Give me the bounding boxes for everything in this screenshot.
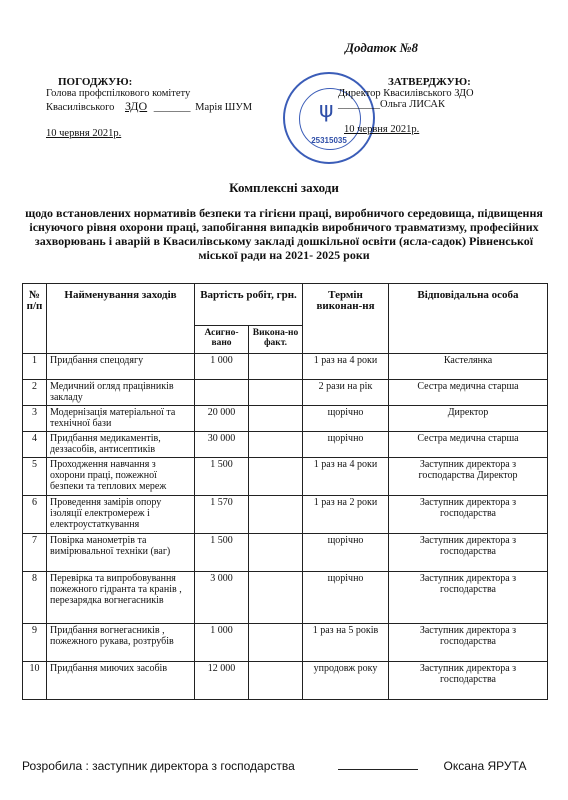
row-term: щорічно xyxy=(303,534,389,572)
footer-signature-line xyxy=(338,758,418,770)
table-row xyxy=(23,572,548,624)
approval-left-heading: ПОГОДЖУЮ: xyxy=(58,76,133,88)
approval-left-org-line xyxy=(46,99,252,114)
approval-left-name: Марія ШУМ xyxy=(195,102,253,113)
approval-right-position: Директор Квасилівського ЗДО xyxy=(338,88,474,99)
footer-author: Розробила : заступник директора з господарства xyxy=(22,759,295,773)
row-term: упродовж року xyxy=(303,662,389,700)
row-number: 10 xyxy=(23,662,47,700)
row-number: 1 xyxy=(23,354,47,380)
row-number: 3 xyxy=(23,406,47,432)
row-term: 1 раз на 4 роки xyxy=(303,458,389,496)
row-done xyxy=(249,432,303,458)
row-done xyxy=(249,354,303,380)
row-name: Модернізація матеріальної та технічної бази xyxy=(47,406,195,432)
approval-left-blank: _______ xyxy=(153,102,191,113)
document-title: Комплексні заходи xyxy=(229,180,339,195)
header-assigned: Асигно-вано xyxy=(195,326,249,354)
row-number: 9 xyxy=(23,624,47,662)
footer-name: Оксана ЯРУТА xyxy=(443,759,527,773)
row-responsible: Заступник директора з господарства xyxy=(389,572,548,624)
row-done xyxy=(249,572,303,624)
row-done xyxy=(249,496,303,534)
row-number: 7 xyxy=(23,534,47,572)
table-row xyxy=(23,458,548,496)
footer xyxy=(22,758,548,773)
table-row xyxy=(23,406,548,432)
row-responsible: Заступник директора з господарства xyxy=(389,496,548,534)
row-responsible: Сестра медична старша xyxy=(389,432,548,458)
row-responsible: Директор xyxy=(389,406,548,432)
approval-left xyxy=(46,76,252,139)
row-term: щорічно xyxy=(303,432,389,458)
row-name: Перевірка та випробовування пожежного гідранта та кранів , перезарядка вогнегасників xyxy=(47,572,195,624)
row-name: Придбання спецодягу xyxy=(47,354,195,380)
row-done xyxy=(249,624,303,662)
row-name: Проведення замірів опору ізоляції електромереж і електроустаткування xyxy=(47,496,195,534)
row-assigned: 1 500 xyxy=(195,534,249,572)
row-number: 6 xyxy=(23,496,47,534)
row-responsible: Сестра медична старша xyxy=(389,380,548,406)
approval-left-org-mid: ЗДО xyxy=(125,99,148,113)
row-number: 4 xyxy=(23,432,47,458)
row-term: 1 раз на 4 роки xyxy=(303,354,389,380)
table-row xyxy=(23,432,548,458)
header-responsible: Відповідальна особа xyxy=(389,284,548,354)
table-row xyxy=(23,662,548,700)
stamp-code: 25315035 xyxy=(311,136,347,145)
row-term: 1 раз на 5 років xyxy=(303,624,389,662)
row-name: Повірка манометрів та вимірювальної техніки (ваг) xyxy=(47,534,195,572)
row-responsible: Заступник директора з господарства xyxy=(389,662,548,700)
header-cost: Вартість робіт, грн. xyxy=(195,284,303,326)
row-name: Медичний огляд працівників закладу xyxy=(47,380,195,406)
row-assigned: 1 500 xyxy=(195,458,249,496)
row-assigned: 3 000 xyxy=(195,572,249,624)
row-number: 2 xyxy=(23,380,47,406)
approval-right-heading: ЗАТВЕРДЖУЮ: xyxy=(388,76,471,88)
row-assigned: 1 570 xyxy=(195,496,249,534)
header-name: Найменування заходів xyxy=(47,284,195,354)
approval-right xyxy=(338,76,474,135)
row-assigned: 12 000 xyxy=(195,662,249,700)
row-done xyxy=(249,380,303,406)
trident-icon: ψ xyxy=(319,98,334,123)
header-term: Термін виконан-ня xyxy=(303,284,389,354)
row-assigned: 20 000 xyxy=(195,406,249,432)
row-name: Придбання медикаментів, деззасобів, антисептиків xyxy=(47,432,195,458)
table-header-row xyxy=(23,284,548,326)
measures-table xyxy=(22,283,548,700)
table-row xyxy=(23,354,548,380)
row-term: щорічно xyxy=(303,406,389,432)
row-name: Придбання миючих засобів xyxy=(47,662,195,700)
row-responsible: Заступник директора з господарства Директор xyxy=(389,458,548,496)
row-assigned: 1 000 xyxy=(195,354,249,380)
row-name: Проходження навчання з охорони праці, пожежної безпеки та теплових мереж xyxy=(47,458,195,496)
row-name: Придбання вогнегасників , пожежного рукава, розтрубів xyxy=(47,624,195,662)
row-responsible: Заступник директора з господарства xyxy=(389,624,548,662)
row-assigned xyxy=(195,380,249,406)
approval-right-date: 10 червня 2021р. xyxy=(344,124,420,135)
approval-left-org: Квасилівського xyxy=(46,102,115,113)
row-responsible: Заступник директора з господарства xyxy=(389,534,548,572)
row-done xyxy=(249,534,303,572)
row-term: щорічно xyxy=(303,572,389,624)
row-term: 2 рази на рік xyxy=(303,380,389,406)
table-row xyxy=(23,496,548,534)
row-assigned: 1 000 xyxy=(195,624,249,662)
appendix-label: Додаток №8 xyxy=(345,40,418,55)
row-done xyxy=(249,406,303,432)
row-done xyxy=(249,662,303,700)
row-done xyxy=(249,458,303,496)
row-number: 5 xyxy=(23,458,47,496)
row-term: 1 раз на 2 роки xyxy=(303,496,389,534)
row-number: 8 xyxy=(23,572,47,624)
table-row xyxy=(23,534,548,572)
approval-left-date: 10 червня 2021р. xyxy=(46,128,122,139)
approval-left-position: Голова профспілкового комітету xyxy=(46,88,191,99)
row-responsible: Кастелянка xyxy=(389,354,548,380)
table-row xyxy=(23,380,548,406)
row-assigned: 30 000 xyxy=(195,432,249,458)
approval-right-name: ________Ольга ЛИСАК xyxy=(338,99,445,110)
document-subtitle: щодо встановлених нормативів безпеки та гігієни праці, виробничого середовища, підвищення існуючого рівня охорони праці, запобігання випадків виробничого травматизму, професійних захворювань і аварій в Квасилівському закладі дошкільної освіти (ясла-садок) Рівненської міської ради на 2021- 2025 роки xyxy=(25,206,543,262)
header-done: Викона-но факт. xyxy=(249,326,303,354)
table-row xyxy=(23,624,548,662)
header-num: № п/п xyxy=(23,284,47,354)
